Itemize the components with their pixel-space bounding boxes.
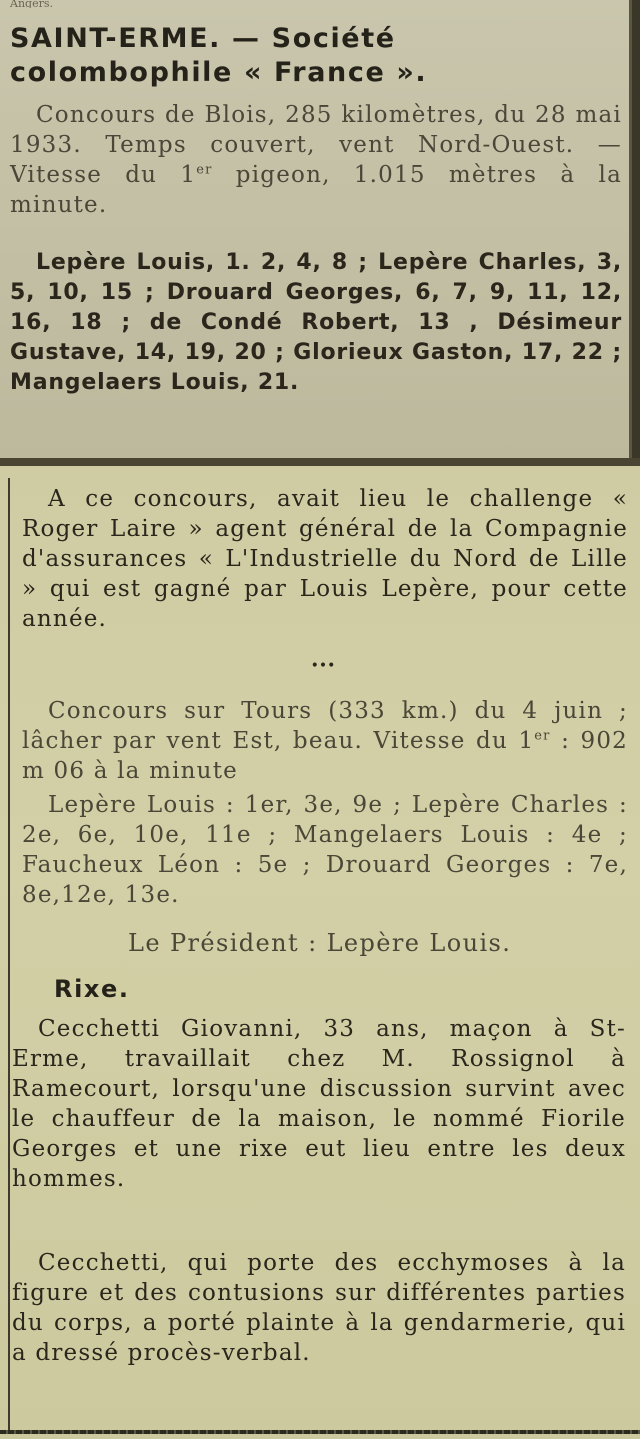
blois-contest-sup: er xyxy=(196,162,213,178)
separator-asterism: ••• xyxy=(310,658,336,674)
president-signature: Le Président : Lepère Louis. xyxy=(128,929,512,957)
blois-results-paragraph xyxy=(10,248,622,398)
top-clipping xyxy=(0,0,632,458)
challenge-text: A ce concours, avait lieu le challenge « Roger Laire » agent général de la Compagnie d'assurances « L'Industrielle du Nord de Lille » qui est gagné par Louis Lepère, pour cette année. xyxy=(22,486,628,632)
blois-results-text: Lepère Louis, 1. 2, 4, 8 ; Lepère Charles, 3, 5, 10, 15 ; Drouard Georges, 6, 7, 9, 11, 12, 16, 18 ; de Condé Robert, 13 , Désimeur Gustave, 14, 19, 20 ; Glorieux Gaston, 17, 22 ; Mangelaers Louis, 21. xyxy=(10,250,622,395)
blois-contest-paragraph xyxy=(10,100,622,220)
bottom-rule xyxy=(0,1430,640,1434)
blois-contest-text-a: Concours de Blois, 285 kilomètres, du 28 mai 1933. Temps couvert, vent Nord-Ouest. — Vitesse du 1 xyxy=(10,102,622,188)
rixe-paragraph-1 xyxy=(12,1014,626,1194)
blois-contest-text-b: pigeon, 1.015 mètres à la minute. xyxy=(10,162,622,218)
rixe-text-1: Cecchetti Giovanni, 33 ans, maçon à St-Erme, travaillait chez M. Rossignol à Ramecourt, lorsqu'une discussion survint avec le chauffeur de la maison, le nommé Fiorile Georges et une rixe eut lieu entre les deux hommes. xyxy=(12,1016,626,1192)
rixe-paragraph-2 xyxy=(12,1248,626,1368)
society-heading: SAINT-ERME. — Société colombophile « France ». xyxy=(10,23,428,88)
rixe-text-2: Cecchetti, qui porte des ecchymoses à la figure et des contusions sur différentes parties du corps, a porté plainte à la gendarmerie, qui a dressé procès-verbal. xyxy=(12,1250,626,1366)
rixe-heading: Rixe. xyxy=(54,975,130,1003)
column-rule xyxy=(8,478,10,1433)
tours-contest-text-b: : 902 m 06 à la minute xyxy=(22,728,628,784)
tours-results-paragraph xyxy=(22,790,628,910)
torn-line: Angers. xyxy=(10,0,53,8)
tours-contest-paragraph xyxy=(22,696,628,786)
tours-contest-text-a: Concours sur Tours (333 km.) du 4 juin ; lâcher par vent Est, beau. Vitesse du 1 xyxy=(22,698,628,754)
clipping-gap xyxy=(0,458,640,466)
tours-contest-sup: er xyxy=(534,728,551,744)
challenge-paragraph xyxy=(22,484,628,634)
tours-results-text: Lepère Louis : 1er, 3e, 9e ; Lepère Charles : 2e, 6e, 10e, 11e ; Mangelaers Louis : 4e ; Faucheux Léon : 5e ; Drouard Georges : 7e, 8e,12e, 13e. xyxy=(22,792,628,908)
